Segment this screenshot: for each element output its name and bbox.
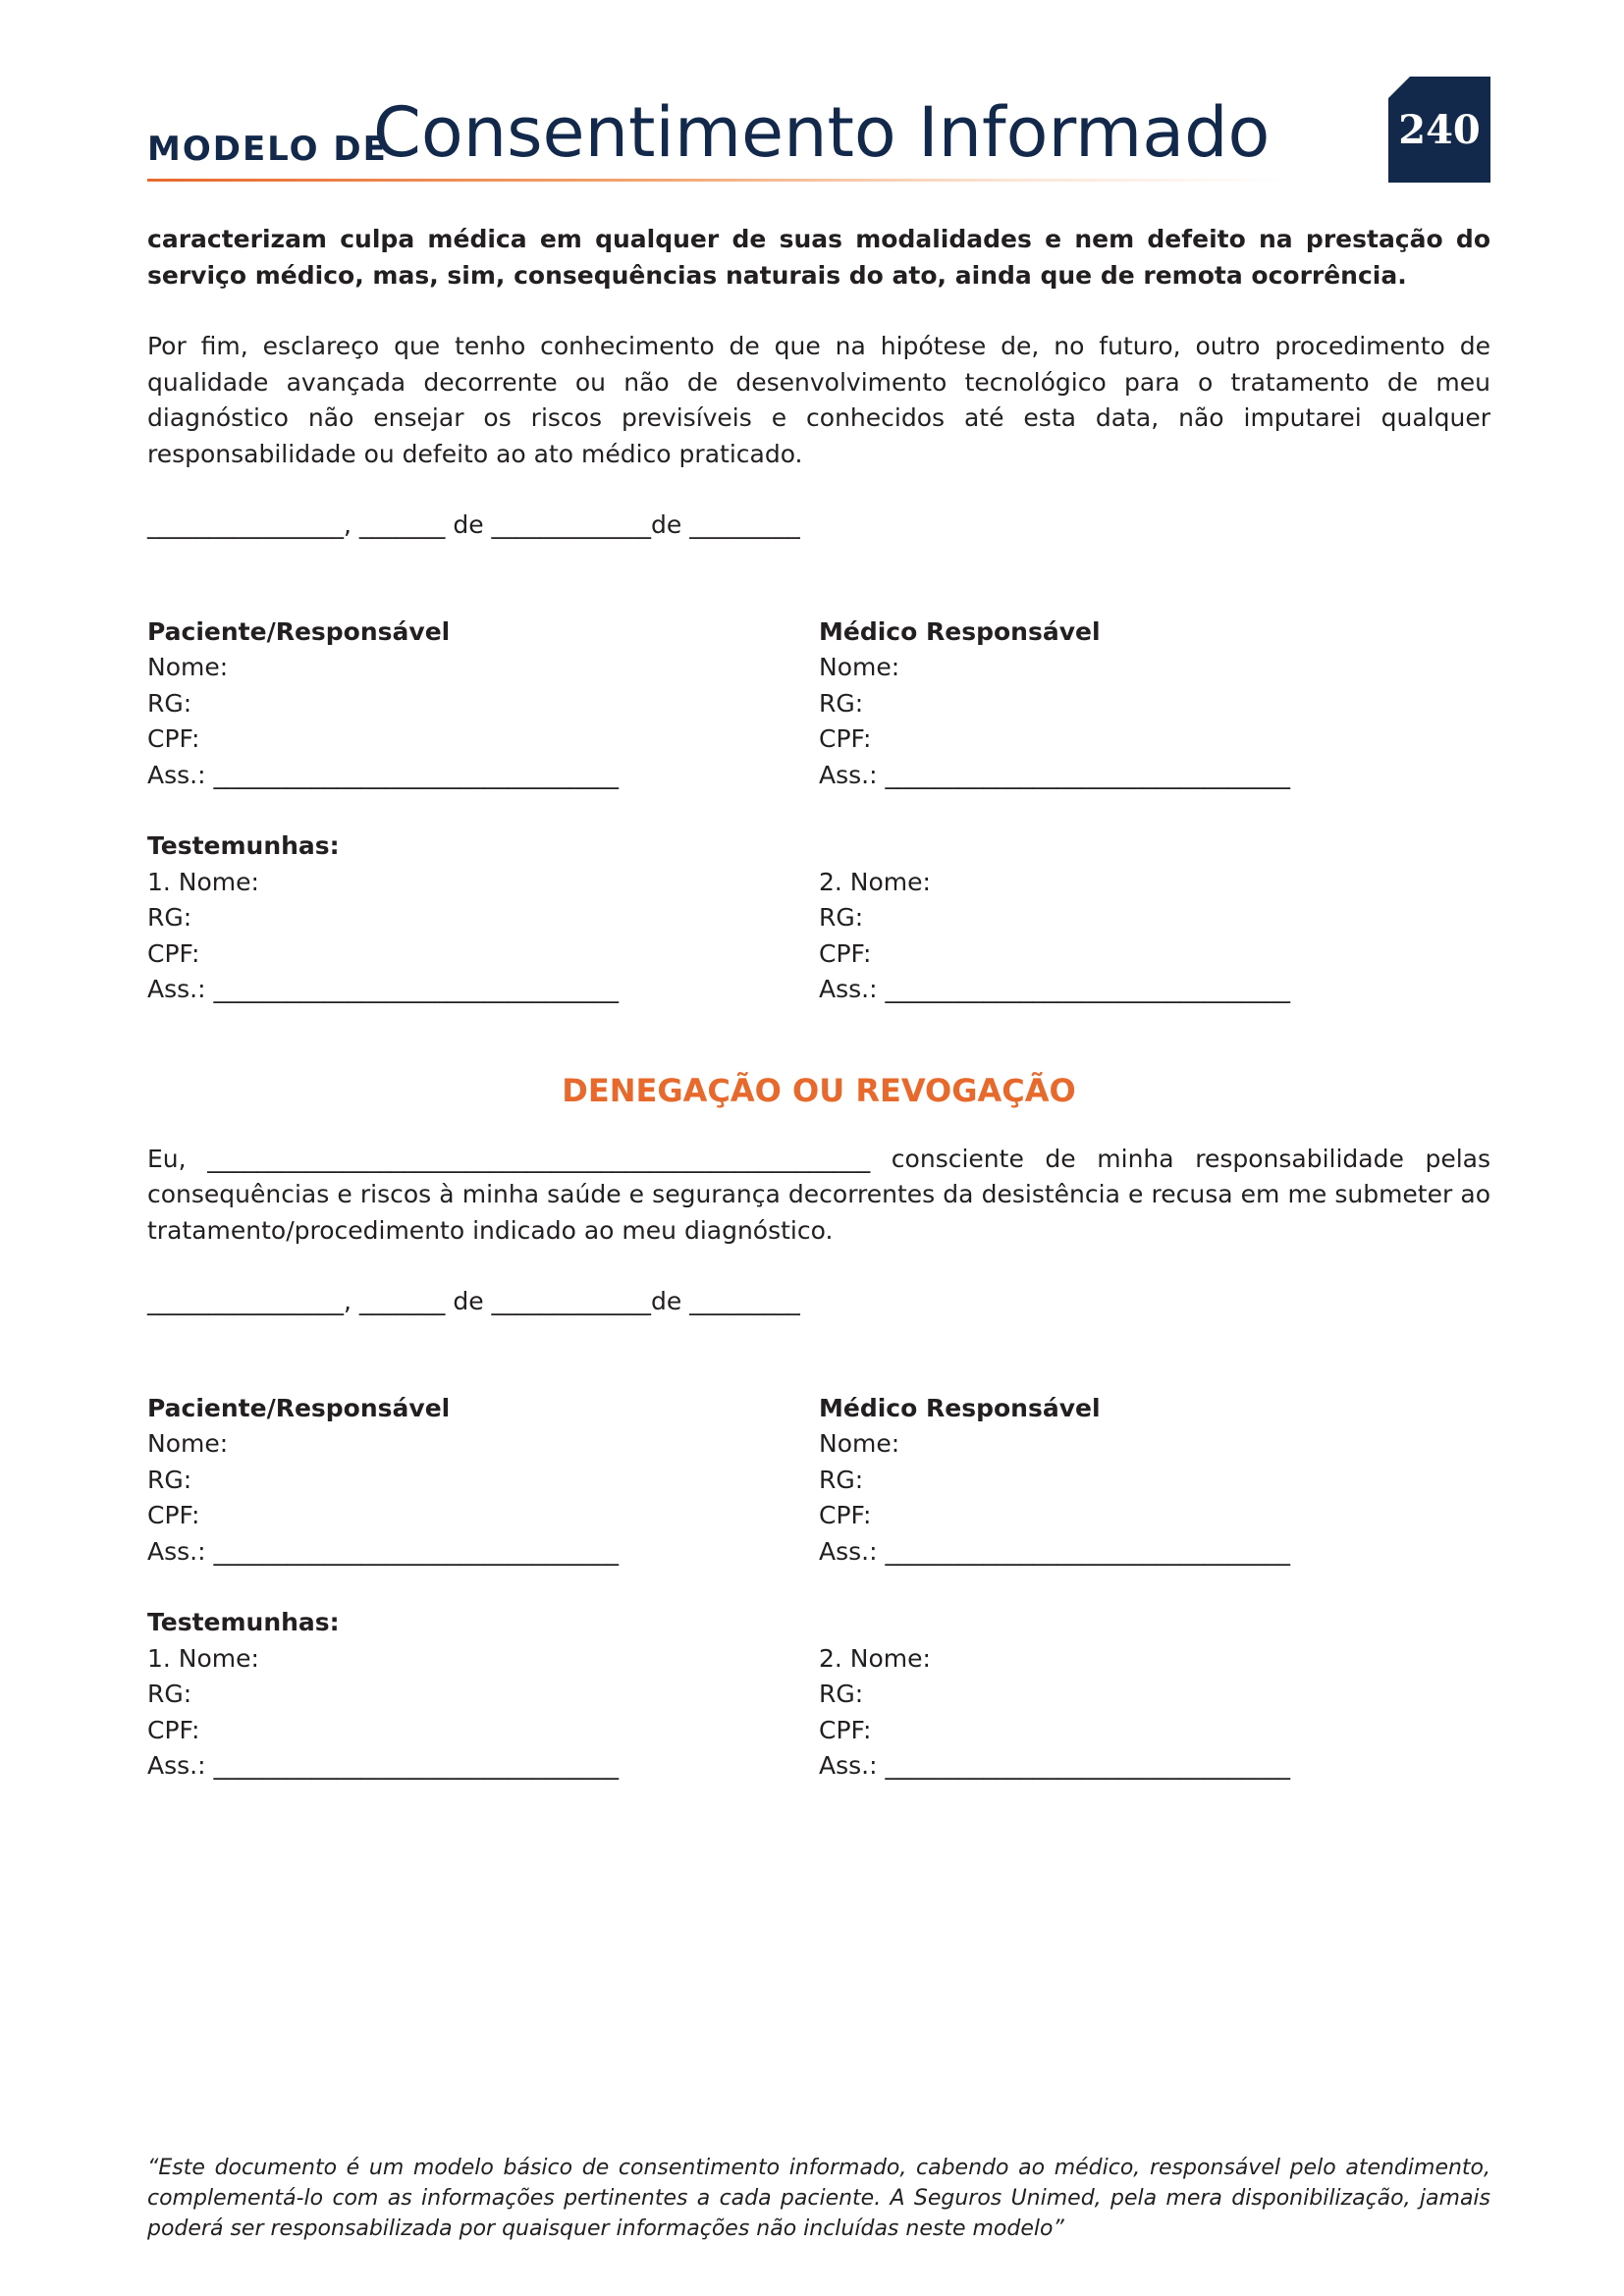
signature-line[interactable]: Ass.: _________________________________	[819, 1751, 1290, 1780]
doctor-signature-1	[819, 614, 1490, 794]
name-field[interactable]: Nome:	[147, 653, 229, 681]
witness-1-signature-1	[147, 828, 819, 1008]
page-number-badge: 240	[1388, 77, 1490, 183]
signature-block-1	[147, 614, 1490, 794]
rg-field[interactable]: RG:	[147, 1465, 192, 1494]
intro-paragraph: Por fim, esclareço que tenho conhecimento de que na hipótese de, no futuro, outro procedimento de qualidade avançada decorrente ou não de desenvolvimento tecnológico para o tratamento de meu diagnóstico não ensejar os riscos previsíveis e conhecidos até esta data, não imputarei qualquer responsabilidade ou defeito ao ato médico praticado.	[147, 332, 1490, 468]
witness-2-signature-1	[819, 828, 1490, 1008]
header-prefix: MODELO DE	[147, 130, 388, 169]
doctor-heading: Médico Responsável	[819, 616, 1101, 646]
signature-line[interactable]: Ass.: _________________________________	[147, 1751, 619, 1780]
witness-1-signature-2	[147, 1605, 819, 1785]
header-divider	[147, 179, 1286, 182]
cpf-field[interactable]: CPF:	[147, 938, 200, 968]
cpf-field[interactable]: CPF:	[819, 938, 872, 968]
patient-heading: Paciente/Responsável	[147, 1393, 451, 1422]
patient-signature-2	[147, 1391, 819, 1571]
cpf-field[interactable]: CPF:	[147, 1715, 200, 1744]
witnesses-heading: Testemunhas:	[147, 1608, 340, 1636]
signature-line[interactable]: Ass.: _________________________________	[147, 1536, 619, 1566]
signature-block-2	[147, 1391, 1490, 1571]
revocation-title: DENEGAÇÃO OU REVOGAÇÃO	[562, 1071, 1076, 1109]
doctor-heading: Médico Responsável	[819, 1393, 1101, 1422]
witness-block-1	[147, 828, 1490, 1008]
name-field[interactable]: 2. Nome:	[819, 1643, 931, 1673]
page-header	[147, 86, 1276, 185]
rg-field[interactable]: RG:	[819, 1680, 864, 1708]
footer-disclaimer: “Este documento é um modelo básico de consentimento informado, cabendo ao médico, responsável pelo atendimento, complementá-lo com as informações pertinentes a cada paciente. A Seguros Unimed, pela mera disponibilização, jamais poderá ser responsabilizada por quaisquer informações não incluídas neste modelo”	[147, 2156, 1490, 2241]
document-body	[147, 222, 1490, 1785]
signature-line[interactable]: Ass.: _________________________________	[819, 1536, 1290, 1566]
cpf-field[interactable]: CPF:	[147, 1501, 200, 1529]
name-field[interactable]: 2. Nome:	[819, 867, 931, 896]
rg-field[interactable]: RG:	[147, 903, 192, 932]
intro-bold-paragraph: caracterizam culpa médica em qualquer de suas modalidades e nem defeito na prestação do serviço médico, mas, sim, consequências naturais do ato, ainda que de remota ocorrência.	[147, 225, 1490, 290]
name-field[interactable]: Nome:	[819, 653, 900, 681]
signature-line[interactable]: Ass.: _________________________________	[147, 760, 619, 789]
date-line-2[interactable]: ________________, _______ de _____________de _________	[147, 1287, 800, 1315]
name-field[interactable]: 1. Nome:	[147, 1643, 259, 1673]
witness-block-2	[147, 1605, 1490, 1785]
witnesses-heading: Testemunhas:	[147, 831, 340, 860]
rg-field[interactable]: RG:	[819, 903, 864, 932]
name-field[interactable]: Nome:	[819, 1429, 900, 1458]
signature-line[interactable]: Ass.: _________________________________	[147, 975, 619, 1003]
cpf-field[interactable]: CPF:	[819, 1501, 872, 1529]
revocation-paragraph: Eu, ______________________________________________________ consciente de minha responsabilidade pelas consequências e riscos à minha saúde e segurança decorrentes da desistência e recusa em me submeter ao tratamento/procedimento indicado ao meu diagnóstico.	[147, 1144, 1490, 1245]
signature-line[interactable]: Ass.: _________________________________	[819, 760, 1290, 789]
rg-field[interactable]: RG:	[147, 688, 192, 718]
rg-field[interactable]: RG:	[819, 688, 864, 718]
cpf-field[interactable]: CPF:	[819, 1715, 872, 1744]
cpf-field[interactable]: CPF:	[147, 724, 200, 753]
date-line-1[interactable]: ________________, _______ de _____________de _________	[147, 510, 800, 539]
rg-field[interactable]: RG:	[147, 1680, 192, 1708]
rg-field[interactable]: RG:	[819, 1465, 864, 1494]
patient-heading: Paciente/Responsável	[147, 616, 451, 646]
header-title: Consentimento Informado	[373, 92, 1271, 173]
witness-2-signature-2	[819, 1605, 1490, 1785]
name-field[interactable]: Nome:	[147, 1429, 229, 1458]
patient-signature-1	[147, 614, 819, 794]
cpf-field[interactable]: CPF:	[819, 724, 872, 753]
name-field[interactable]: 1. Nome:	[147, 867, 259, 896]
doctor-signature-2	[819, 1391, 1490, 1571]
signature-line[interactable]: Ass.: _________________________________	[819, 975, 1290, 1003]
